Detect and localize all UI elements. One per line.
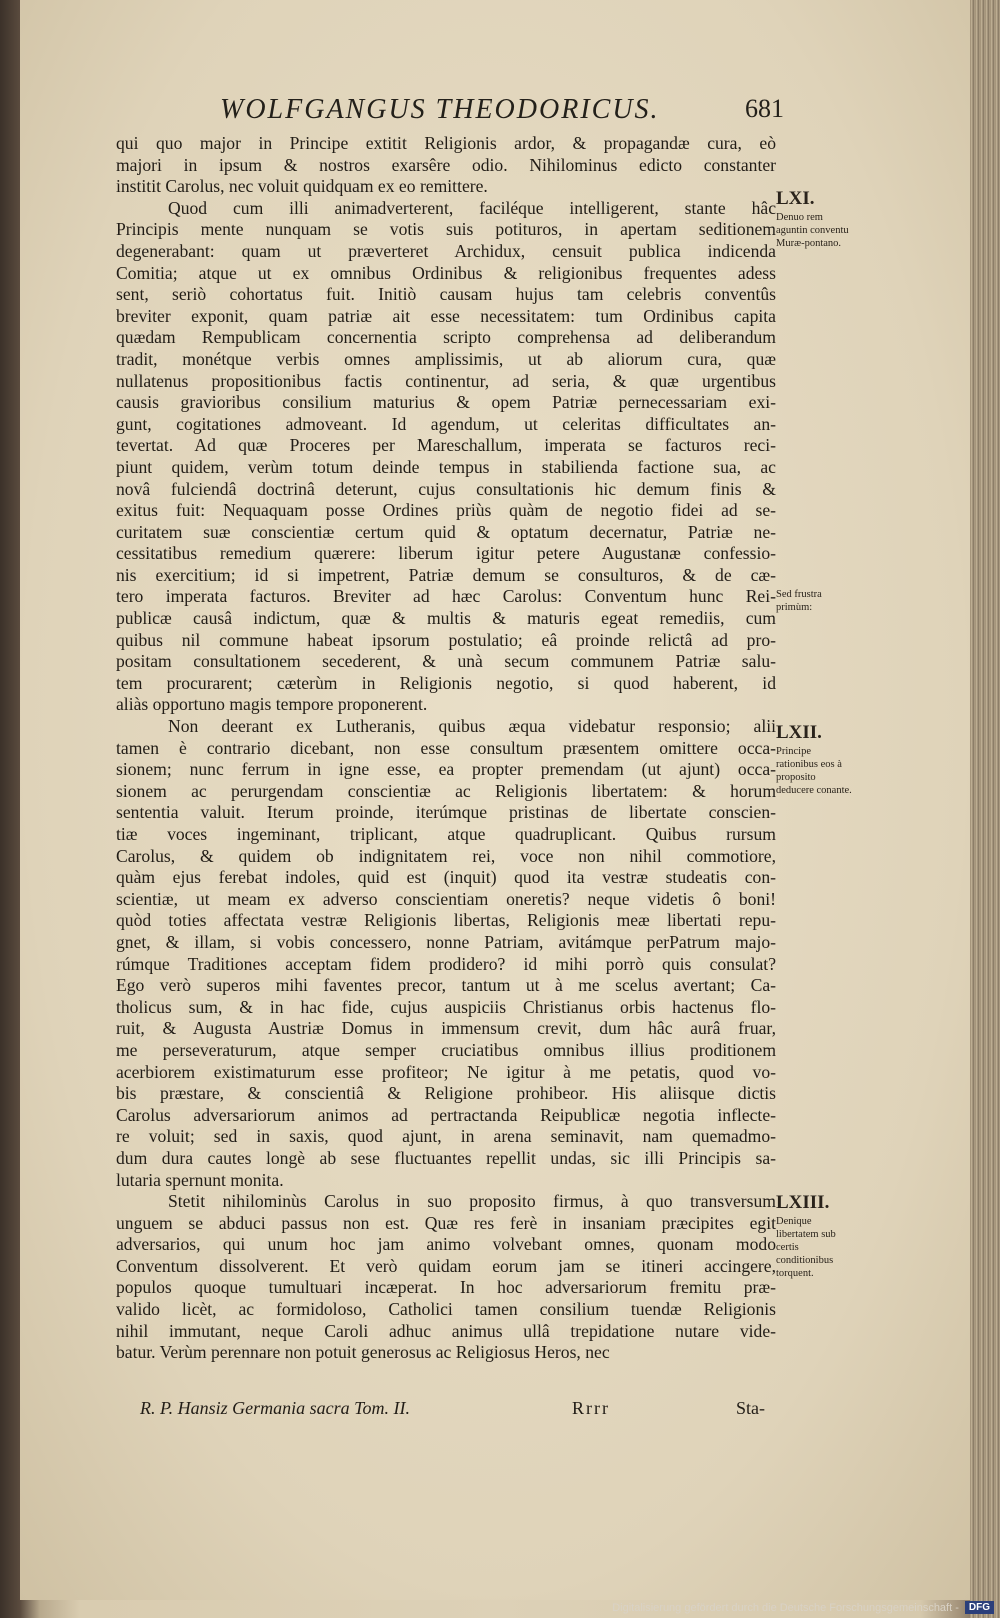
text-line: sionem ac perurgendam conscientiæ ac Religionis libertatem: & horum bbox=[116, 780, 776, 801]
text-line: curitatem suæ conscientiæ certum quid & optatum decernatur, Patriæ ne- bbox=[116, 521, 776, 542]
text-line: gunt, cogitationes admoveant. Id agendum, ut celeritas difficultates an- bbox=[116, 413, 776, 434]
text-line: bis præstare, & conscientiâ & Religione prohibeor. His aliisque dictis bbox=[116, 1083, 776, 1104]
text-line: tiæ voces ingeminant, triplicant, atque quadruplicant. Quibus rursum bbox=[116, 824, 776, 844]
text-line: tamen è contrario dicebant, non esse consultum præsentem omittere occa- bbox=[116, 737, 776, 758]
marginal-text: Sed frustra primùm: bbox=[776, 589, 822, 613]
text-line: Carolus, & quidem ob indignitatem rei, voce non nihil commotiore, bbox=[116, 845, 776, 866]
marginal-text: Denique libertatem sub certis conditionibus torquent. bbox=[776, 1216, 836, 1279]
text-line: sententia valuit. Iterum proinde, iterúmque pristinas de libertate conscien- bbox=[116, 802, 776, 823]
text-line: positam consultationem secederent, & unà secum communem Patriæ salu- bbox=[116, 651, 776, 672]
text-line: Quod cum illi animadverterent, faciléque intelligerent, stante hâc bbox=[168, 197, 776, 218]
marginal-text: Denuo rem aguntin conventu Muræ-pontano. bbox=[776, 212, 849, 249]
dfg-logo: DFG bbox=[965, 1601, 994, 1614]
text-line: cessitatibus remedium quærere: liberum igitur petere Augustanæ confessio- bbox=[116, 543, 776, 564]
text-line: quàm ejus ferebat indoles, quid est (inquit) quod ita vestræ studeatis con- bbox=[116, 867, 776, 888]
text-line: tero imperata facturos. Breviter ad hæc Carolus: Conventum hunc Rei- bbox=[116, 586, 776, 607]
text-line: rúmque Traditiones acceptam fidem prodidero? id mihi porrò quis consulat? bbox=[116, 953, 776, 974]
footer-source: R. P. Hansiz Germania sacra Tom. II. bbox=[140, 1398, 411, 1418]
text-line: populos quoque tumultuari incæperat. In hoc adversariorum fremitu præ- bbox=[116, 1277, 776, 1298]
marginal-note-lxiii bbox=[776, 1192, 852, 1280]
text-line: Stetit nihilominùs Carolus in suo proposito firmus, à quo transversum bbox=[168, 1191, 776, 1212]
digitization-note: Digitalisierung gefördert durch die Deutsche Forschungsgemeinschaft - bbox=[612, 1601, 959, 1614]
running-title: WOLFGANGUS THEODORICUS. bbox=[220, 94, 660, 125]
section-number: LXIII. bbox=[776, 1192, 830, 1213]
text-line: Conventum dissolverent. Et verò quidam eorum jam se itineri accingere, bbox=[116, 1255, 776, 1276]
text-line: qui quo major in Principe extitit Religionis ardor, & propagandæ cura, eò bbox=[116, 133, 776, 153]
digitization-credit bbox=[612, 1601, 994, 1614]
text-line: tradit, monétque verbis omnes amplissimis, ut ab aliorum cura, quæ bbox=[116, 348, 776, 369]
text-line: aliàs opportuno magis tempore proponerent. bbox=[116, 694, 428, 715]
text-line: unguem se abduci passus non est. Quæ res ferè in insaniam præcipites egit bbox=[116, 1212, 776, 1233]
text-line: degenerabant: quam ut præverteret Archidux, censuit publica indicenda bbox=[116, 240, 776, 261]
book-page bbox=[20, 0, 970, 1600]
text-line: novâ fulciendâ doctrinâ deterunt, cujus consultationis hic demum finis & bbox=[116, 478, 776, 499]
section-number: LXII. bbox=[776, 722, 822, 743]
text-line: quædam Rempublicam concernentia scripto comprehensa ad deliberandum bbox=[116, 327, 776, 348]
text-line: breviter exponit, quam patriæ ait esse necessitatem: tum Ordinibus capita bbox=[116, 305, 776, 326]
marginal-note-sed-frustra bbox=[776, 588, 852, 614]
text-line: re voluit; sed in saxis, quod ajunt, in arena seminavit, nam quemadmo- bbox=[116, 1126, 776, 1147]
text-line: tholicus sum, & in hac fide, cujus auspiciis Christianus orbis hactenus flo- bbox=[116, 996, 776, 1017]
text-line: nullatenus propositionibus factis continentur, ad seria, & quæ urgentibus bbox=[116, 370, 776, 391]
text-line: Carolus adversariorum animos ad pertractanda Reipublicæ negotia inflecte- bbox=[116, 1104, 776, 1125]
text-line: valido licèt, ac formidoloso, Catholici tamen consilium tuendæ Religionis bbox=[116, 1299, 776, 1320]
page-edge-stack bbox=[970, 0, 1000, 1618]
text-line: me perseveraturum, atque semper cruciatibus omnibus illius proditionem bbox=[116, 1039, 776, 1060]
text-line: institit Carolus, nec voluit quidquam ex eo remittere. bbox=[116, 176, 488, 197]
catchword: Sta- bbox=[736, 1398, 765, 1418]
main-text bbox=[116, 133, 776, 1364]
text-line: gnet, & illam, si vobis concessero, nonne Patriam, avitámque perPatrum majo- bbox=[116, 931, 776, 952]
text-line: quòd toties affectata vestræ Religionis libertas, Religionis meæ libertati repu- bbox=[116, 910, 776, 931]
text-line: exitus fuit: Nequaquam posse Ordines priùs quàm de negotio fidei ad se- bbox=[116, 500, 776, 521]
text-line: ruit, & Augusta Austriæ Domus in immensum crevit, dum hâc aurâ fruar, bbox=[116, 1018, 776, 1039]
text-line: dum dura cautes longè ab sese fluctuantes repellit undas, sic illi Principis sa- bbox=[116, 1147, 776, 1168]
text-line: lutaria spernunt monita. bbox=[116, 1169, 284, 1190]
page-number: 681 bbox=[745, 94, 784, 123]
text-line: adversarios, qui unum hoc jam animo volvebant omnes, quonam modo bbox=[116, 1234, 776, 1255]
section-number: LXI. bbox=[776, 188, 815, 209]
text-line: piunt quidem, verùm totum deinde tempus in stabilienda factione sua, ac bbox=[116, 456, 776, 477]
text-line: quibus nil commune habeat ipsorum postulatio; eâ proinde relictâ ad pro- bbox=[116, 629, 776, 650]
text-line: nis exercitium; id si impetrent, Patriæ demum se consulturos, & de cæ- bbox=[116, 564, 776, 585]
text-line: Ego verò superos mihi faventes precor, tantum ut à me scelus avertant; Ca- bbox=[116, 975, 776, 996]
text-line: publicæ causâ indictum, quæ & multis & maturis egeat remediis, cum bbox=[116, 608, 776, 629]
text-line: Principis mente nunquam se votis suis potituros, in apertam seditionem bbox=[116, 219, 776, 240]
text-line: Comitia; atque ut ex omnibus Ordinibus & religionibus frequentes adess bbox=[116, 262, 776, 283]
text-line: sionem; nunc ferrum in igne esse, ea propter premendam (ut ajunt) occa- bbox=[116, 759, 776, 780]
text-line: Non deerant ex Lutheranis, quibus æqua videbatur responsio; alii bbox=[168, 716, 776, 737]
text-line: causis gravioribus consilium maturius & opem Patriæ pernecessariam exi- bbox=[116, 392, 776, 413]
marginal-note-lxii bbox=[776, 722, 852, 797]
text-line: tevertat. Ad quæ Proceres per Mareschallum, imperata se facturos reci- bbox=[116, 435, 776, 456]
text-line: batur. Verùm perennare non potuit generosus ac Religiosus Heros, nec bbox=[116, 1342, 610, 1363]
text-line: acerbiorem existimaturum esse profiteor; Ne igitur à me petatis, quod vo- bbox=[116, 1061, 776, 1082]
text-line: scientiæ, ut meam ex adverso conscientiam oneretis? neque videtis ô boni! bbox=[116, 888, 776, 909]
text-line: tem procurarent; cæterùm in Religionis negotio, si quod haberent, id bbox=[116, 672, 776, 693]
text-line: nihil immutant, neque Caroli adhuc animus ullâ trepidatione nutare vide- bbox=[116, 1320, 776, 1341]
marginal-note-lxi bbox=[776, 188, 852, 250]
text-line: majori in ipsum & nostros exarsêre odio. Nihilominus edicto constanter bbox=[116, 154, 776, 175]
text-line: sent, seriò cohortatus fuit. Initiò causam hujus tam celebris conventûs bbox=[116, 284, 776, 305]
signature-mark: Rrrr bbox=[572, 1398, 610, 1418]
marginal-text: Principe rationibus eos à proposito deducere conante. bbox=[776, 746, 852, 796]
